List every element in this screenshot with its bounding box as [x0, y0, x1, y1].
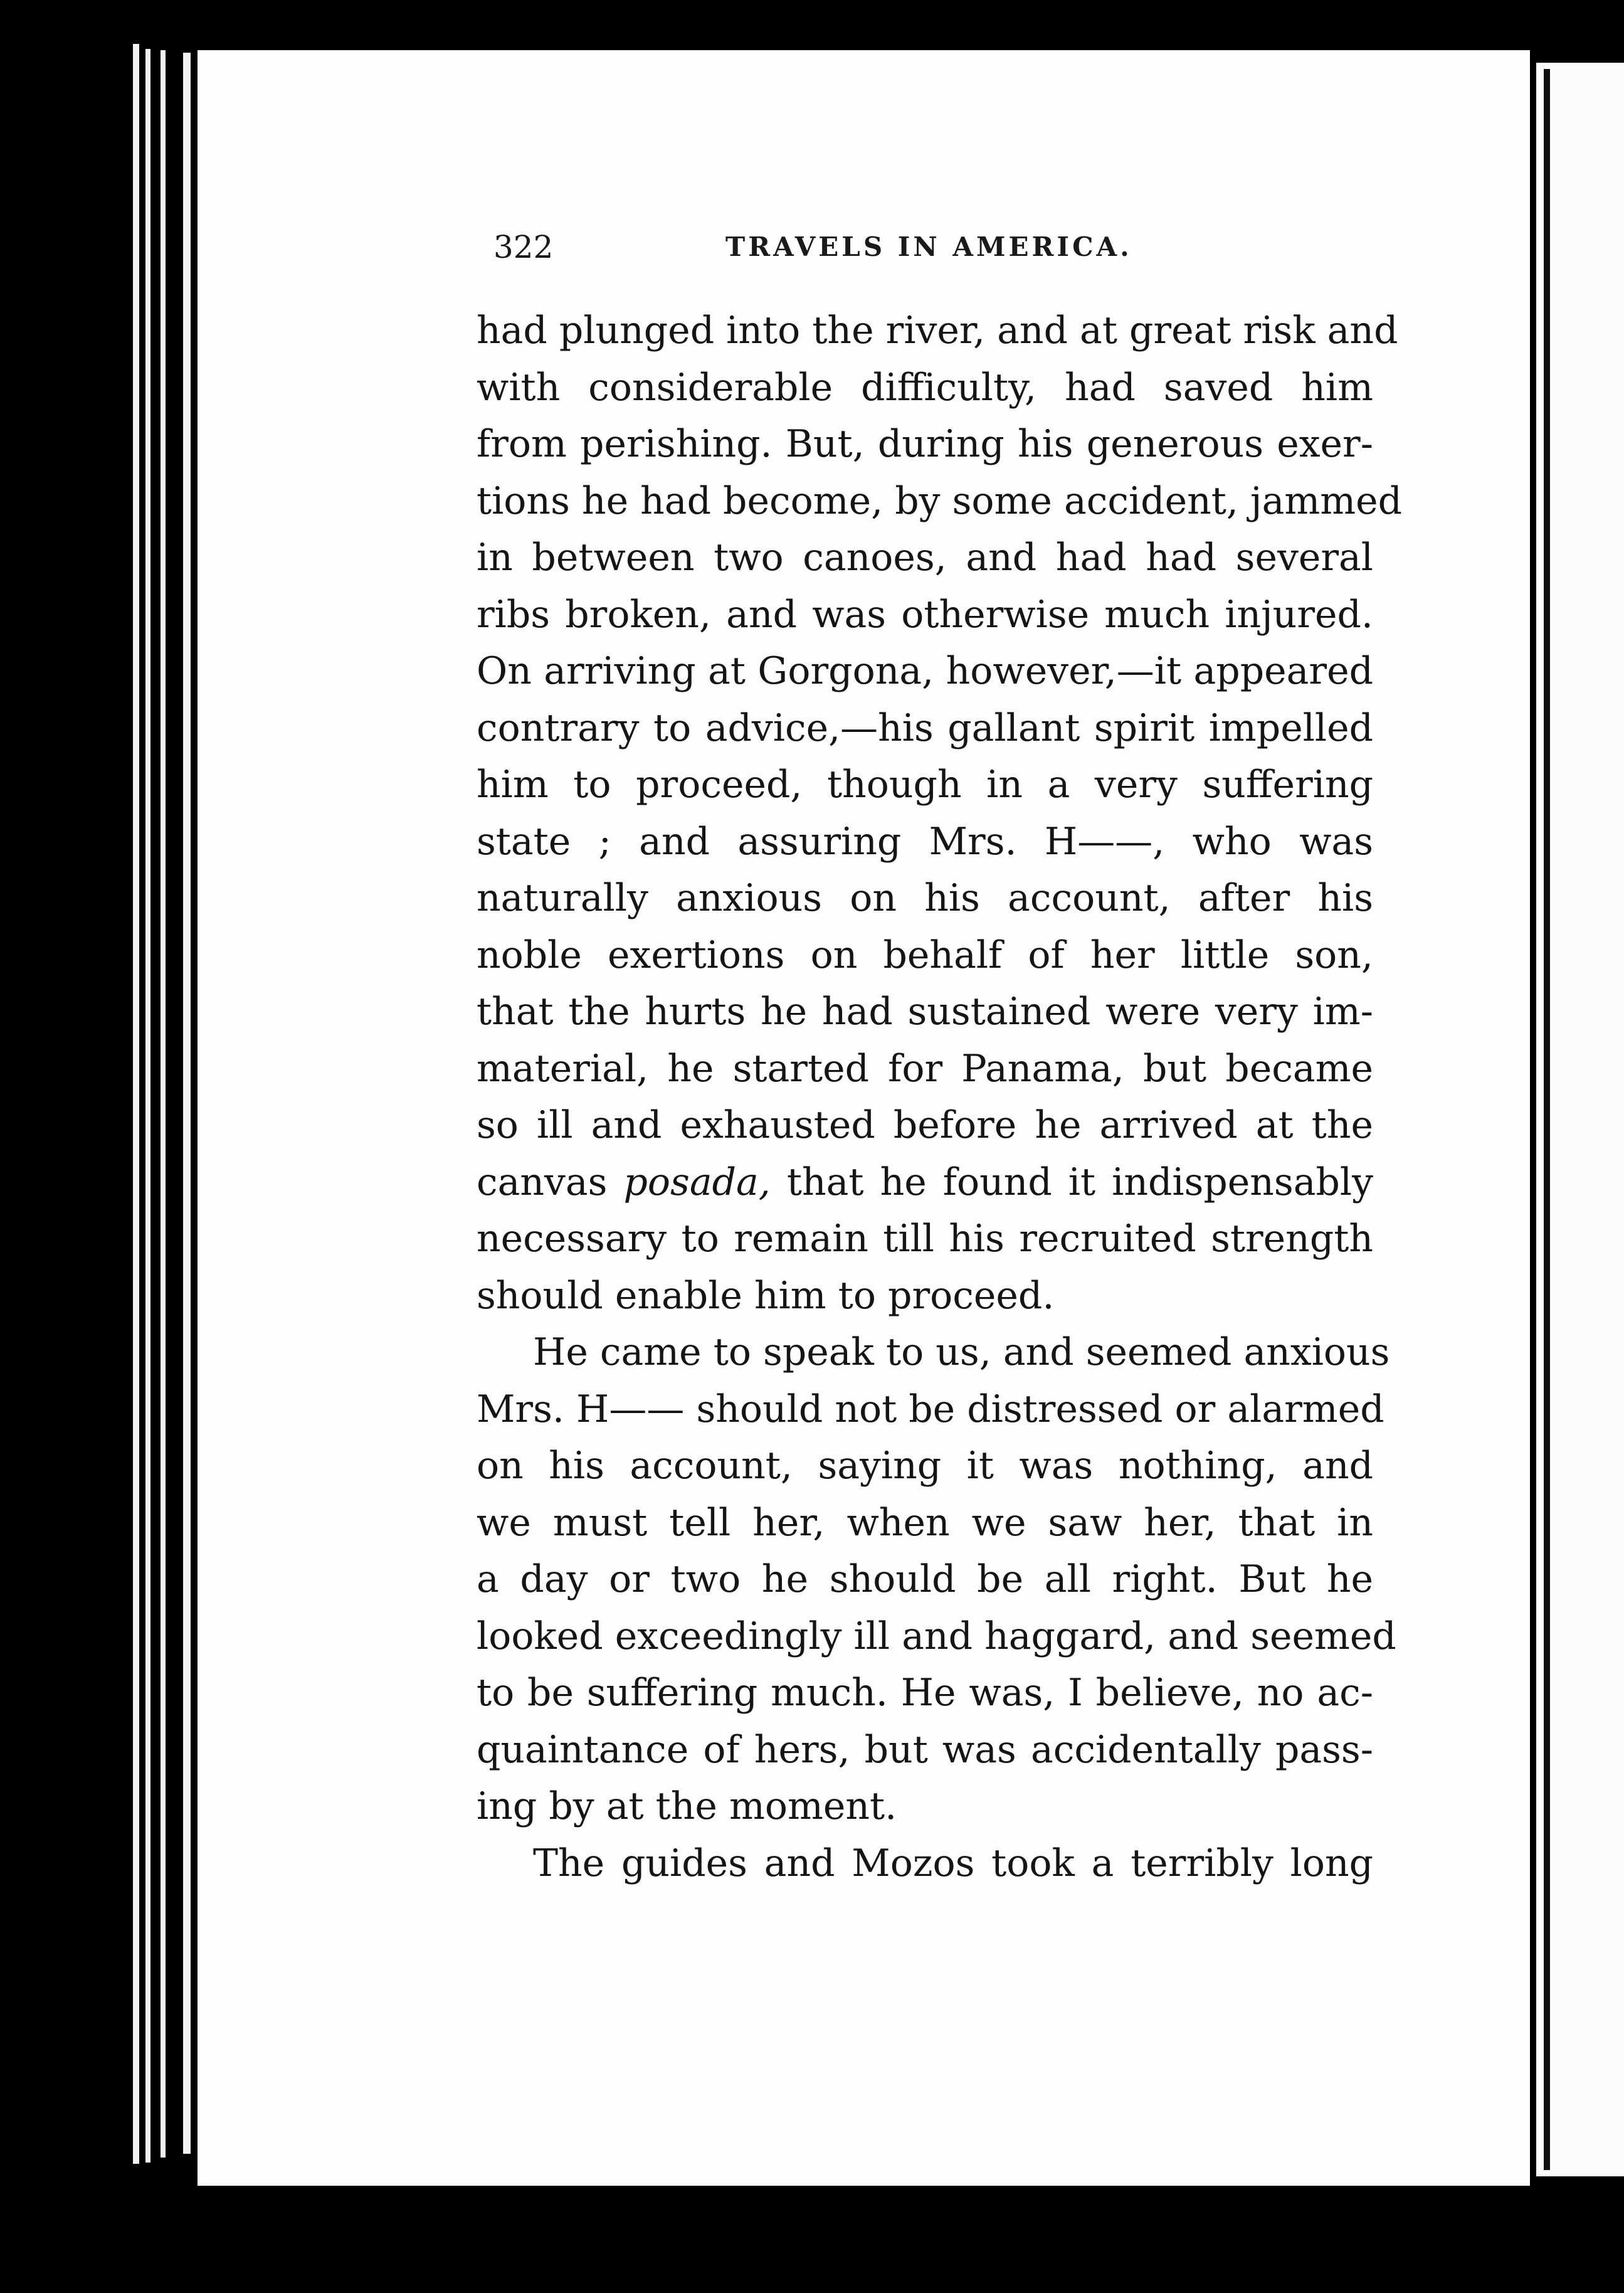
text-line: state ; and assuring Mrs. H——, who was — [477, 819, 1373, 864]
text-line: material, he started for Panama, but became — [477, 1046, 1373, 1091]
binding-edge — [145, 49, 150, 2163]
text-line: from perishing. But, during his generous exer- — [477, 422, 1373, 466]
page-number: 322 — [493, 229, 554, 265]
text-line: we must tell her, when we saw her, that in — [477, 1500, 1373, 1545]
running-title: TRAVELS IN AMERICA. — [725, 231, 1132, 262]
text-line: Mrs. H—— should not be distressed or alarmed — [477, 1387, 1384, 1431]
page-gutter-shadow — [1544, 69, 1550, 2170]
text-line: on his account, saying it was nothing, and — [477, 1444, 1373, 1488]
text-line: looked exceedingly ill and haggard, and seemed — [477, 1614, 1396, 1658]
text-line: to be suffering much. He was, I believe, no ac- — [477, 1671, 1373, 1715]
text-line: contrary to advice,—his gallant spirit impelled — [477, 706, 1373, 750]
text-line: had plunged into the river, and at great risk and — [477, 309, 1398, 352]
text-line — [477, 1154, 1373, 1211]
paragraph-end-line: ing by at the moment. — [477, 1784, 897, 1828]
binding-edge — [183, 53, 191, 2154]
binding-edge — [133, 44, 139, 2164]
text-line: a day or two he should be all right. But he — [477, 1557, 1373, 1601]
text-line: On arriving at Gorgona, however,—it appeared — [477, 649, 1373, 693]
text-line: necessary to remain till his recruited strength — [477, 1217, 1373, 1261]
text-line: so ill and exhausted before he arrived at the — [477, 1103, 1373, 1147]
text-line: that the hurts he had sustained were very im- — [477, 990, 1373, 1034]
text-line: quaintance of hers, but was accidentally pass- — [477, 1727, 1373, 1772]
text-line: naturally anxious on his account, after his — [477, 876, 1373, 920]
paragraph-start-line: He came to speak to us, and seemed anxious — [533, 1330, 1390, 1374]
binding-edge — [161, 50, 166, 2158]
text-line: ribs broken, and was otherwise much injured. — [477, 592, 1373, 637]
text-line: him to proceed, though in a very suffering — [477, 763, 1373, 807]
text-line: tions he had become, by some accident, jammed — [477, 479, 1403, 523]
body-text — [477, 302, 1403, 1892]
paragraph-start-line: The guides and Mozos took a terribly long — [533, 1841, 1373, 1885]
paragraph-end-line: should enable him to proceed. — [477, 1273, 1055, 1318]
running-head — [493, 222, 1371, 272]
italic-term: posada, — [623, 1160, 771, 1204]
text-line: with considerable difficulty, had saved him — [477, 365, 1373, 410]
text-line: noble exertions on behalf of her little son, — [477, 933, 1373, 977]
text-run: that he found it indispensably — [770, 1160, 1373, 1204]
text-run: canvas — [477, 1160, 624, 1204]
text-line: in between two canoes, and had had several — [477, 536, 1373, 580]
